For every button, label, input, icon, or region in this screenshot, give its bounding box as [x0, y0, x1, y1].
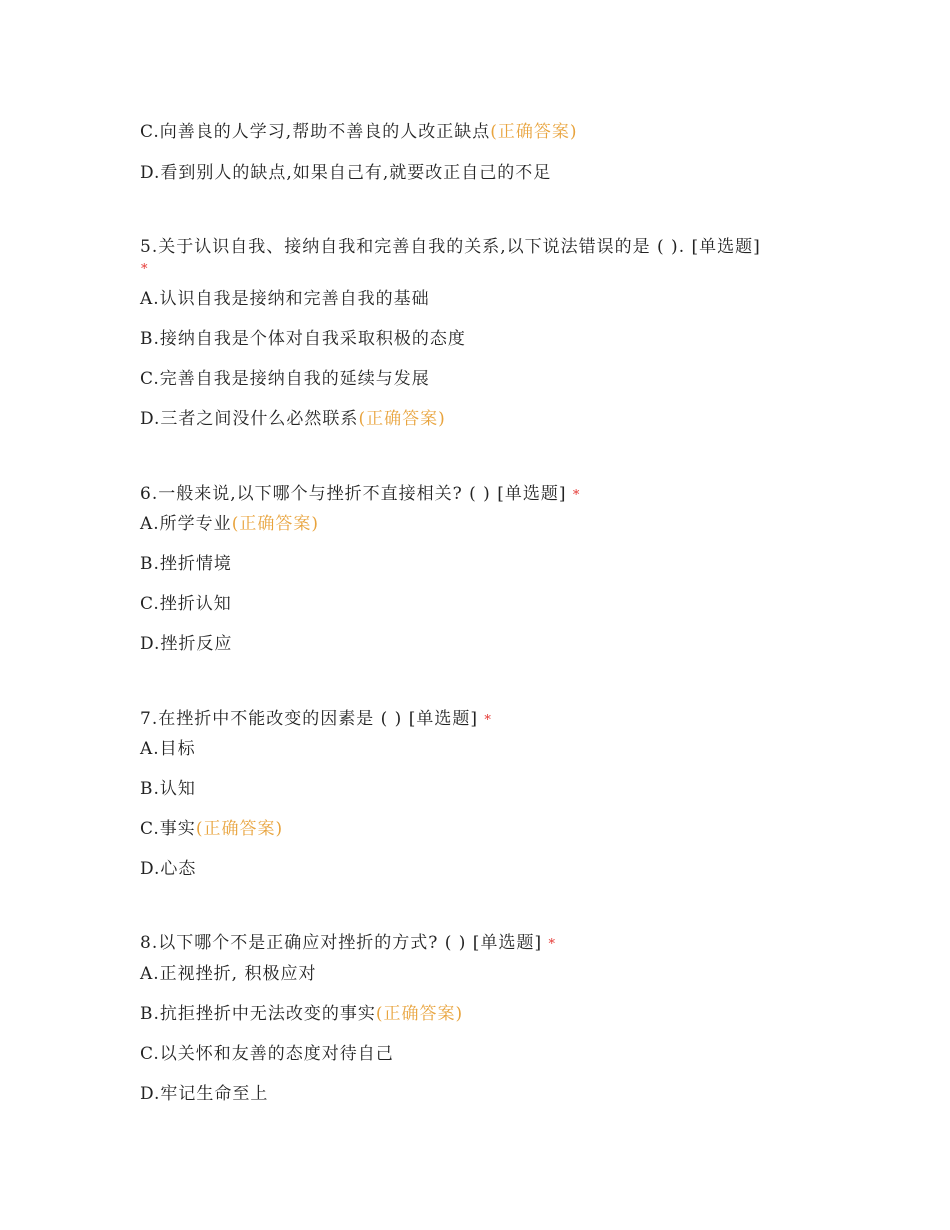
option-text: D.挫折反应	[140, 634, 233, 654]
required-star: *	[572, 488, 581, 503]
q5-option-c[interactable]	[140, 368, 430, 390]
required-star: *	[484, 713, 492, 728]
q5-option-a[interactable]	[140, 288, 430, 310]
option-text: A.认识自我是接纳和完善自我的基础	[140, 289, 430, 309]
q8-option-a[interactable]	[140, 963, 317, 985]
q7-option-b[interactable]	[140, 778, 196, 800]
option-text: C.向善良的人学习,帮助不善良的人改正缺点	[140, 122, 491, 142]
correct-answer-tag: (正确答案)	[231, 514, 319, 534]
option-text: B.挫折情境	[140, 554, 232, 574]
option-text: B.接纳自我是个体对自我采取积极的态度	[140, 329, 466, 349]
q5-title	[140, 236, 761, 258]
q7-option-d[interactable]	[140, 858, 196, 880]
question-text: 5.关于认识自我、接纳自我和完善自我的关系,以下说法错误的是 ( ). [单选题]	[140, 237, 761, 257]
q4-option-c[interactable]	[140, 121, 577, 143]
option-text: D.三者之间没什么必然联系	[140, 409, 359, 429]
required-star: *	[548, 937, 556, 952]
option-text: D.牢记生命至上	[140, 1084, 269, 1104]
correct-answer-tag: (正确答案)	[195, 819, 284, 839]
q8-title	[140, 932, 556, 956]
q5-option-b[interactable]	[140, 328, 466, 350]
option-text: D.看到别人的缺点,如果自己有,就要改正自己的不足	[140, 163, 552, 183]
option-text: C.挫折认知	[140, 594, 232, 614]
q8-option-d[interactable]	[140, 1083, 268, 1105]
q7-title	[140, 708, 492, 732]
question-text: 7.在挫折中不能改变的因素是 ( ) [单选题]	[140, 709, 478, 729]
option-text: B.抗拒挫折中无法改变的事实	[140, 1004, 376, 1024]
option-text: A.正视挫折, 积极应对	[140, 964, 317, 984]
option-text: B.认知	[140, 779, 196, 799]
option-text: A.所学专业	[140, 514, 232, 534]
required-star: *	[141, 262, 148, 277]
q7-option-a[interactable]	[140, 738, 196, 760]
q6-option-d[interactable]	[140, 633, 232, 655]
q6-option-b[interactable]	[140, 553, 232, 575]
option-text: C.事实	[140, 819, 196, 839]
q4-option-d[interactable]	[140, 162, 551, 184]
q5-option-d[interactable]	[140, 408, 446, 430]
option-text: C.以关怀和友善的态度对待自己	[140, 1044, 394, 1064]
option-text: D.心态	[140, 859, 197, 879]
q6-option-c[interactable]	[140, 593, 232, 615]
q6-option-a[interactable]	[140, 513, 319, 535]
q8-option-b[interactable]	[140, 1003, 463, 1025]
question-text: 8.以下哪个不是正确应对挫折的方式? ( ) [单选题]	[140, 933, 543, 953]
correct-answer-tag: (正确答案)	[490, 122, 578, 142]
option-text: C.完善自我是接纳自我的延续与发展	[140, 369, 430, 389]
correct-answer-tag: (正确答案)	[375, 1004, 464, 1024]
question-text: 6.一般来说,以下哪个与挫折不直接相关? ( ) [单选题]	[140, 484, 567, 504]
q6-title	[140, 483, 580, 507]
q8-option-c[interactable]	[140, 1043, 394, 1065]
option-text: A.目标	[140, 739, 196, 759]
correct-answer-tag: (正确答案)	[358, 409, 446, 429]
q7-option-c[interactable]	[140, 818, 283, 840]
